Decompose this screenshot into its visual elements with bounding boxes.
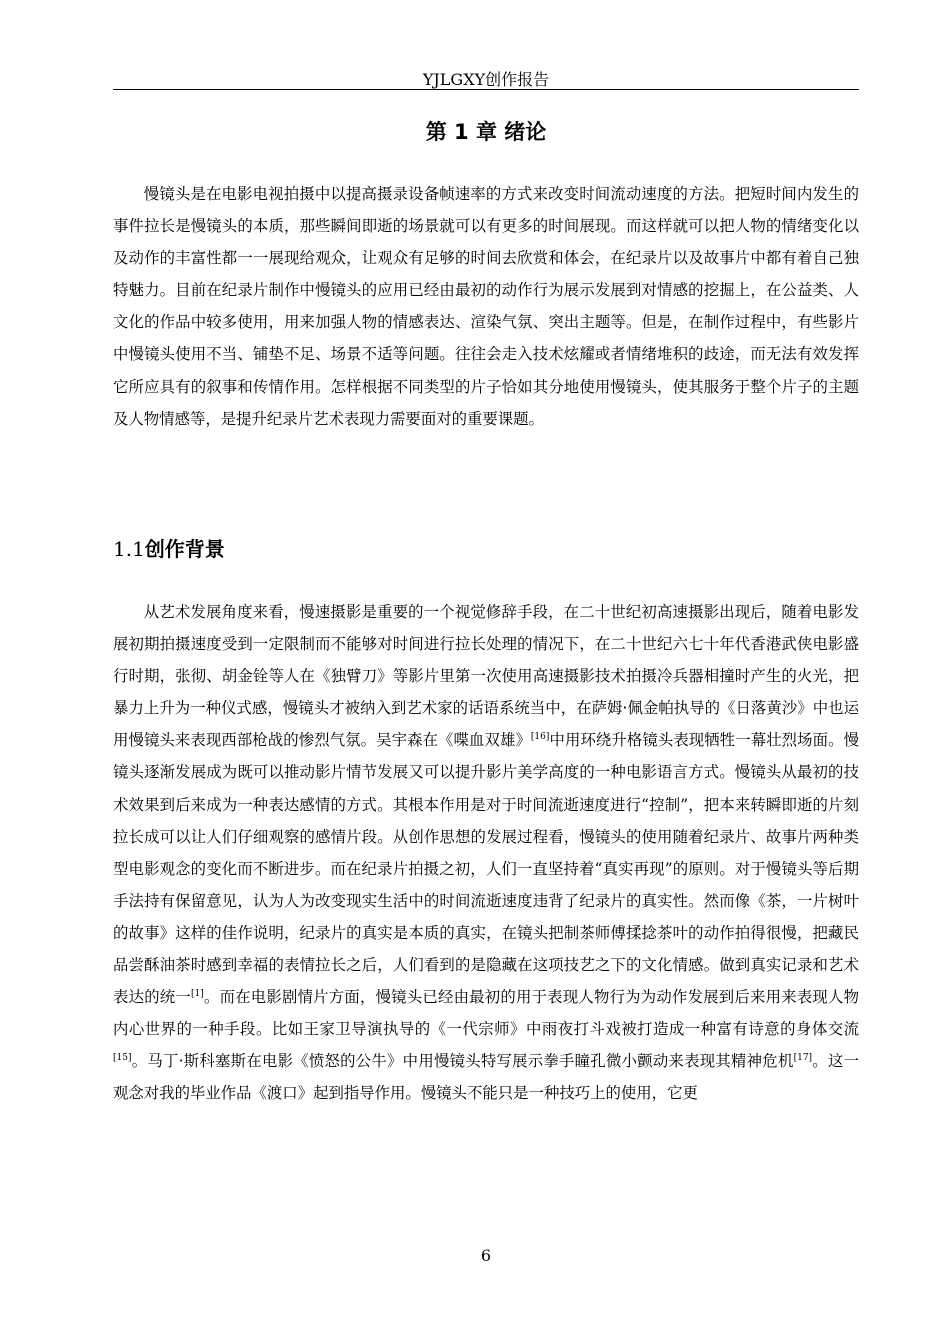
body-text-5: 。这一观念对我的毕业作品《渡口》起到指导作用。慢镜头不能只是一种技巧上的使用，它更 <box>113 1052 859 1103</box>
citation-ref: [16] <box>530 732 550 743</box>
running-header: YJLGXY创作报告 <box>422 70 550 89</box>
body-text-4: 。马丁·斯科塞斯在电影《愤怒的公牛》中用慢镜头特写展示拳手瞳孔微小颤动来表现其精神危机 <box>131 1052 794 1071</box>
body-text-1: 从艺术发展角度来看，慢速摄影是重要的一个视觉修辞手段，在二十世纪初高速摄影出现后，随着电影发展初期拍摄速度受到一定限制而不能够对时间进行拉长处理的情况下，在二十世纪六七十年代香港武侠电影盛行时期，张彻、胡金铨等人在《独臂刀》等影片里第一次使用高速摄影技术拍摄冷兵器相撞时产生的火光，把暴力上升为一种仪式感，慢镜头才被纳入到艺术家的话语系统当中，在萨姆·佩金帕执导的《日落黄沙》中也运用慢镜头来表现西部枪战的惨烈气氛。吴宇森在《喋血双雄》 <box>113 603 859 750</box>
intro-paragraph: 慢镜头是在电影电视拍摄中以提高摄录设备帧速率的方式来改变时间流动速度的方法。把短时间内发生的事件拉长是慢镜头的本质，那些瞬间即逝的场景就可以有更多的时间展现。而这样就可以把人物的情绪变化以及动作的丰富性都一一展现给观众，让观众有足够的时间去欣赏和体会，在纪录片以及故事片中都有着自己独特魅力。目前在纪录片制作中慢镜头的应用已经由最初的动作行为展示发展到对情感的挖掘上，在公益类、人文化的作品中较多使用，用来加强人物的情感表达、渲染气氛、突出主题等。但是，在制作过程中，有些影片中慢镜头使用不当、铺垫不足、场景不适等问题。往往会走入技术炫耀或者情绪堆积的歧途，而无法有效发挥它所应具有的叙事和传情作用。怎样根据不同类型的片子恰如其分地使用慢镜头，使其服务于整个片子的主题及人物情感等，是提升纪录片艺术表现力需要面对的重要课题。 <box>113 185 859 428</box>
citation-ref: [17] <box>793 1053 813 1064</box>
section-heading <box>113 535 225 563</box>
citation-ref: [1] <box>191 989 204 999</box>
body-text-3: 。而在电影剧情片方面，慢镜头已经由最初的用于表现人物行为为动作发展到后来用来表现人物内心世界的一种手段。比如王家卫导演执导的《一代宗师》中雨夜打斗戏被打造成一种富有诗意的身体交流 <box>113 988 859 1039</box>
header-rule <box>113 89 859 90</box>
section-title: 创作背景 <box>144 537 225 561</box>
body-paragraph <box>113 596 859 1110</box>
body-text-2: 中用环绕升格镜头表现牺牲一幕壮烈场面。慢镜头逐渐发展成为既可以推动影片情节发展又可以提升影片美学高度的一种电影语言方式。慢镜头从最初的技术效果到后来成为一种表达感情的方式。其根本作用是对于时间流逝速度进行“控制”，把本来转瞬即逝的片刻拉长成可以让人们仔细观察的感情片段。从创作思想的发展过程看，慢镜头的使用随着纪录片、故事片两种类型电影观念的变化而不断进步。而在纪录片拍摄之初，人们一直坚持着“真实再现”的原则。对于慢镜头等后期手法持有保留意见，认为人为改变现实生活中的时间流逝速度违背了纪录片的真实性。然而像《茶，一片树叶的故事》这样的佳作说明，纪录片的真实是本质的真实，在镜头把制茶师傅揉捻茶叶的动作拍得很慢，把藏民品尝酥油茶时感到幸福的表情拉长之后，人们看到的是隐藏在这项技艺之下的文化情感。做到真实记录和艺术表达的统一 <box>113 731 859 1007</box>
section-number: 1.1 <box>113 537 145 561</box>
citation-ref: [15] <box>113 1053 132 1064</box>
chapter-title: 第 1 章 绪论 <box>425 120 547 144</box>
page-number: 6 <box>480 1246 492 1265</box>
